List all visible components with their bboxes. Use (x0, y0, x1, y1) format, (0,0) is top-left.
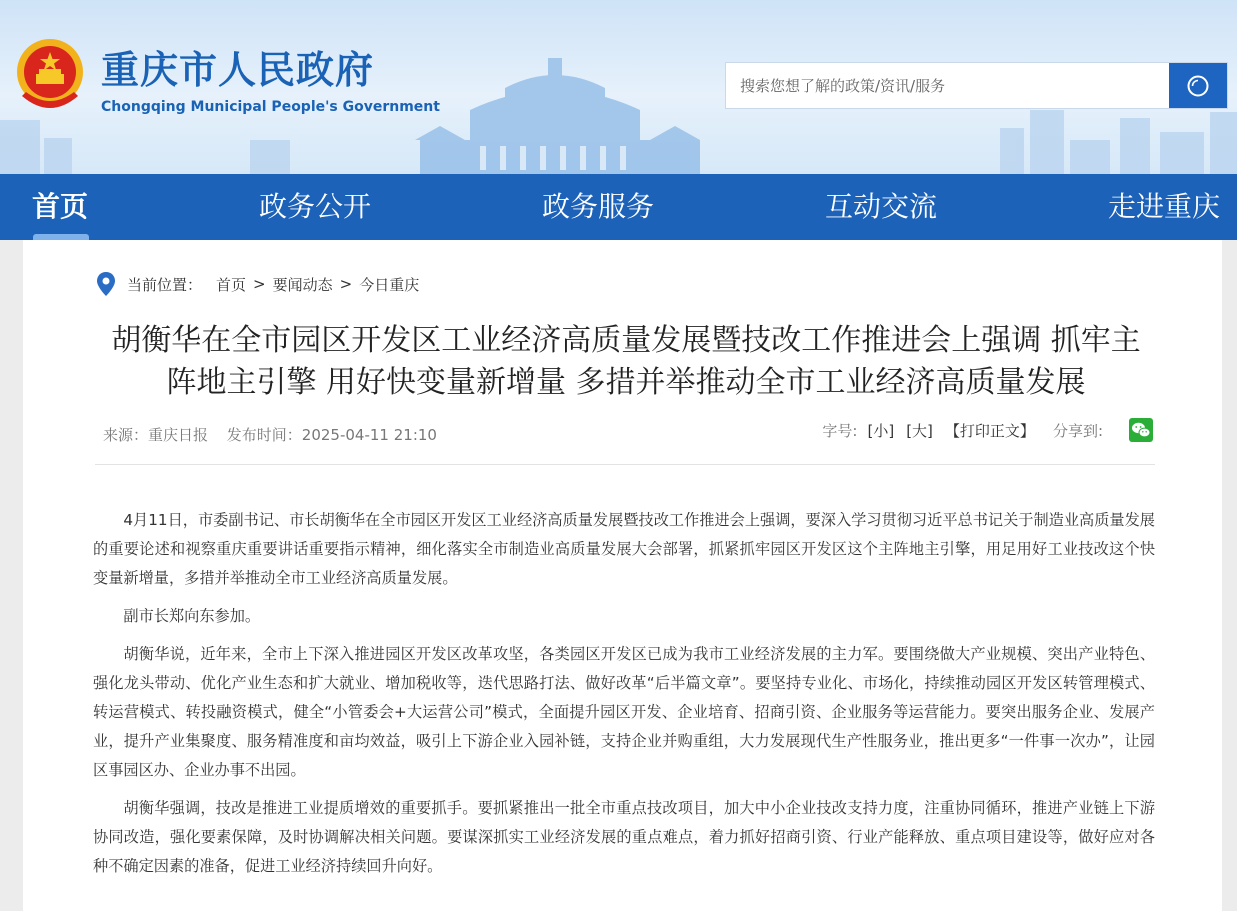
share-label: 分享到: (1052, 421, 1103, 440)
article-title-line-1: 胡衡华在全市园区开发区工业经济高质量发展暨技改工作推进会上强调 抓牢主 (111, 323, 1141, 358)
breadcrumb-separator: > (253, 275, 266, 293)
font-size-label: 字号: (822, 421, 858, 440)
site-header (0, 0, 1237, 174)
site-title[interactable]: 重庆市人民政府 (101, 48, 375, 92)
print-button[interactable]: 【打印正文】 (944, 421, 1035, 440)
location-pin-icon (95, 271, 117, 297)
article-paragraph: 胡衡华强调，技改是推进工业提质增效的重要抓手。要抓紧推出一批全市重点技改项目，加大中小企业技改支持力度，注重协同循环，推进产业链上下游协同改造，强化要素保障，及时协调解决相关问题。要谋深抓实工业经济发展的重点难点，着力抓好招商引资、行业产能释放、重点项目建设等，做好应对各种不确定因素的准备，促进工业经济持续回升向好。 (93, 799, 1155, 875)
search-icon (1185, 73, 1211, 99)
article-paragraph: 胡衡华说，近年来，全市上下深入推进园区开发区改革攻坚，各类园区开发区已成为我市工业经济发展的主力军。要围绕做大产业规模、突出产业特色、强化龙头带动、优化产业生态和扩大就业、增加税收等，迭代思路打法、做好改革“后半篇文章”。要坚持专业化、市场化，持续推动园区开发区转管理模式、转运营模式、转投融资模式，健全“小管委会+大运营公司”模式，全面提升园区开发、企业培育、招商引资、企业服务等运营能力。要突出服务企业、发展产业，提升产业集聚度、服务精准度和亩均效益，吸引上下游企业入园补链，支持企业并购重组，大力发展现代生产性服务业，推出更多“一件事一次办”，让园区事园区办、企业办事不出园。 (93, 645, 1155, 779)
search-input[interactable] (726, 63, 1171, 108)
article-meta (103, 421, 1153, 450)
breadcrumb-home[interactable]: 首页 (216, 275, 247, 294)
article-title-line-2: 阵地主引擎 用好快变量新增量 多措并举推动全市工业经济高质量发展 (166, 365, 1086, 400)
breadcrumb (95, 270, 419, 298)
search-bar (725, 62, 1228, 109)
article-paragraph: 4月11日，市委副书记、市长胡衡华在全市园区开发区工业经济高质量发展暨技改工作推进会上强调，要深入学习贯彻习近平总书记关于制造业高质量发展的重要论述和视察重庆重要讲话重要指示精神，细化落实全市制造业高质量发展大会部署，抓紧抓牢园区开发区这个主阵地主引擎，用足用好工业技改这个快变量新增量，多措并举推动全市工业经济高质量发展。 (93, 511, 1155, 587)
breadcrumb-label: 当前位置： (127, 275, 203, 294)
nav-item-home[interactable]: 首页 (32, 190, 89, 223)
main-nav (0, 174, 1237, 240)
nav-item-interaction[interactable]: 互动交流 (825, 190, 938, 223)
wechat-icon[interactable] (1129, 418, 1153, 442)
nav-item-government-services[interactable]: 政务服务 (542, 190, 655, 223)
article-paragraph: 副市长郑向东参加。 (123, 607, 261, 625)
search-button[interactable] (1169, 63, 1227, 108)
breadcrumb-today-chongqing[interactable]: 今日重庆 (359, 275, 420, 294)
breadcrumb-news[interactable]: 要闻动态 (272, 275, 333, 294)
breadcrumb-separator: > (339, 275, 353, 293)
article-container (23, 240, 1222, 911)
article-source: 来源：重庆日报 (103, 426, 209, 444)
site-subtitle: Chongqing Municipal People's Government (101, 99, 440, 115)
nav-item-about-chongqing[interactable]: 走进重庆 (1108, 190, 1221, 223)
nav-item-government-affairs[interactable]: 政务公开 (259, 190, 372, 223)
font-large-button[interactable]: [大] (906, 421, 933, 440)
article-publish-time: 发布时间：2025-04-11 21:10 (226, 426, 437, 444)
article-title (95, 320, 1157, 404)
article-body (93, 506, 1155, 890)
national-emblem-icon (12, 36, 88, 114)
font-small-button[interactable]: [小] (867, 421, 895, 440)
meta-divider (95, 464, 1155, 465)
